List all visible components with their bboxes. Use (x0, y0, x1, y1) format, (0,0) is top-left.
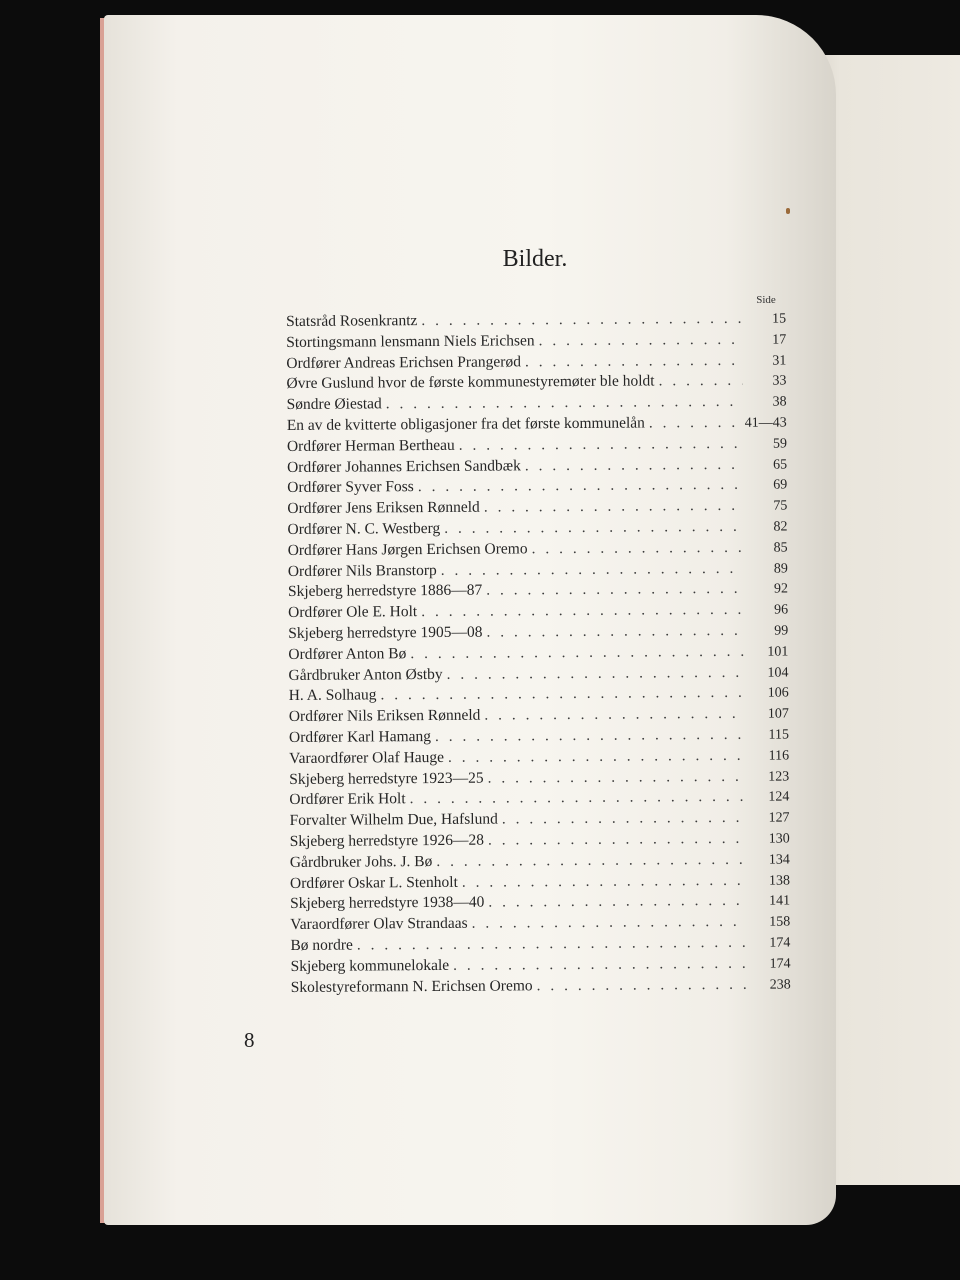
toc-leader-dots (431, 726, 745, 746)
table-of-contents (286, 309, 795, 999)
toc-entry-title: Varaordfører Olav Strandaas (290, 914, 468, 934)
toc-entry-page: 38 (772, 394, 787, 410)
toc-leader-dots (417, 601, 744, 621)
toc-leader-dots (382, 393, 743, 414)
toc-entry-title: Skjeberg kommunelokale (290, 956, 450, 975)
toc-entry-page: 82 (773, 519, 788, 535)
toc-entry-page: 92 (773, 581, 788, 597)
toc-leader-dots (482, 580, 744, 600)
toc-entry-page: 75 (773, 498, 788, 514)
toc-entry-page: 59 (772, 436, 787, 452)
toc-leader-dots (406, 643, 744, 663)
toc-entry-title: Ordfører Erik Holt (289, 790, 406, 809)
toc-leader-dots (443, 663, 745, 683)
toc-entry-title: Ordfører Karl Hamang (288, 727, 432, 746)
toc-entry-page: 96 (774, 602, 789, 618)
toc-entry-page: 116 (768, 748, 790, 764)
toc-leader-dots (535, 331, 743, 350)
toc-leader-dots (432, 851, 746, 871)
toc-entry-page: 101 (767, 644, 789, 660)
toc-entry (291, 975, 795, 999)
toc-leader-dots (654, 372, 742, 391)
toc-entry-page: 15 (772, 311, 787, 327)
toc-leader-dots (444, 747, 745, 767)
toc-entry-page: 134 (768, 852, 790, 868)
toc-leader-dots (484, 892, 746, 912)
toc-entry-title: Ordfører Herman Bertheau (286, 436, 455, 455)
page-heading: Bilder. (502, 246, 568, 272)
column-header-side: Side (756, 294, 776, 306)
toc-entry-page: 17 (772, 332, 787, 348)
toc-entry-page: 31 (772, 353, 787, 369)
toc-entry-page: 106 (767, 685, 789, 701)
toc-entry-title: Skolestyreformann N. Erichsen Oremo (290, 976, 533, 996)
toc-entry-page: 65 (773, 457, 788, 473)
toc-entry-title: Ordfører Anton Bø (288, 644, 407, 663)
toc-entry-title: Gårdbruker Johs. J. Bø (289, 852, 433, 871)
toc-entry-title: Forvalter Wilhelm Due, Hafslund (289, 810, 498, 830)
toc-entry-title: Bø nordre (290, 936, 353, 954)
toc-entry-page: 124 (768, 789, 790, 805)
toc-leader-dots (353, 934, 747, 955)
toc-entry-page: 33 (772, 373, 787, 389)
toc-entry-page: 174 (769, 956, 791, 972)
toc-entry-title: Ordfører Jens Eriksen Rønneld (287, 498, 480, 518)
toc-leader-dots (458, 871, 746, 891)
toc-entry-title: H. A. Solhaug (288, 686, 377, 705)
toc-entry-page: 85 (773, 540, 788, 556)
toc-leader-dots (483, 767, 745, 787)
toc-entry-title: Skjeberg herredstyre 1886—87 (287, 581, 483, 601)
toc-entry-page: 99 (774, 623, 789, 639)
paper-speck (786, 208, 790, 214)
toc-entry-title: Ordfører Johannes Erichsen Sandbæk (287, 456, 521, 476)
toc-leader-dots (527, 539, 743, 559)
toc-entry-page: 69 (773, 477, 788, 493)
toc-leader-dots (449, 955, 747, 975)
toc-leader-dots (376, 684, 744, 705)
toc-leader-dots (480, 705, 745, 725)
toc-entry-page: 174 (769, 935, 791, 951)
toc-entry-title: Statsråd Rosenkrantz (286, 312, 418, 330)
toc-entry-page: 41—43 (744, 415, 787, 431)
toc-entry-title: Ordfører Syver Foss (287, 478, 414, 497)
toc-leader-dots (533, 975, 747, 994)
toc-entry-page: 238 (769, 976, 791, 993)
toc-leader-dots (414, 476, 744, 496)
toc-entry-page: 115 (768, 727, 790, 743)
toc-entry-title: En av de kvitterte obligasjoner fra det første kommunelån (286, 414, 645, 434)
toc-entry-title: Ordfører Andreas Erichsen Prangerød (286, 352, 521, 372)
toc-leader-dots (498, 809, 746, 829)
toc-entry-page: 158 (769, 914, 791, 930)
toc-entry-page: 130 (768, 831, 790, 847)
toc-entry-title: Skjeberg herredstyre 1926—28 (289, 831, 485, 850)
toc-leader-dots (437, 559, 744, 579)
toc-entry-title: Ordfører Nils Branstorp (287, 561, 437, 580)
toc-entry-title: Gårdbruker Anton Østby (288, 665, 443, 684)
toc-leader-dots (468, 913, 747, 933)
toc-leader-dots (406, 788, 746, 808)
toc-entry-title: Skjeberg herredstyre 1923—25 (289, 769, 484, 788)
toc-leader-dots (440, 518, 743, 538)
toc-entry-title: Søndre Øiestad (286, 395, 382, 414)
toc-entry-title: Ordfører Hans Jørgen Erichsen Oremo (287, 540, 528, 559)
toc-entry-page: 141 (769, 893, 791, 909)
toc-entry-page: 107 (767, 706, 789, 722)
toc-leader-dots (417, 310, 742, 330)
toc-leader-dots (521, 455, 743, 475)
toc-entry-title: Ordfører N. C. Westberg (287, 519, 441, 538)
toc-entry-page: 104 (767, 665, 789, 681)
toc-leader-dots (521, 351, 743, 371)
toc-leader-dots (455, 435, 743, 455)
toc-entry-page: 123 (768, 769, 790, 785)
toc-leader-dots (484, 830, 746, 850)
toc-entry-title: Øvre Guslund hvor de første kommunestyremøter ble holdt (286, 372, 655, 393)
toc-entry-title: Ordfører Nils Eriksen Rønneld (288, 706, 481, 726)
toc-leader-dots (482, 622, 744, 642)
toc-entry-page: 127 (768, 810, 790, 826)
toc-entry-page: 138 (768, 873, 791, 889)
toc-entry-title: Ordfører Oskar L. Stenholt (289, 873, 458, 892)
toc-entry-page: 89 (773, 561, 788, 577)
page-number: 8 (244, 1028, 255, 1052)
toc-entry-title: Skjeberg herredstyre 1938—40 (290, 893, 485, 913)
toc-entry-title: Stortingsmann lensmann Niels Erichsen (286, 332, 535, 351)
toc-entry-title: Varaordfører Olaf Hauge (289, 748, 445, 767)
toc-leader-dots (645, 414, 743, 433)
toc-entry-title: Ordfører Ole E. Holt (288, 603, 418, 622)
toc-leader-dots (480, 497, 744, 517)
toc-entry-title: Skjeberg herredstyre 1905—08 (288, 623, 483, 642)
